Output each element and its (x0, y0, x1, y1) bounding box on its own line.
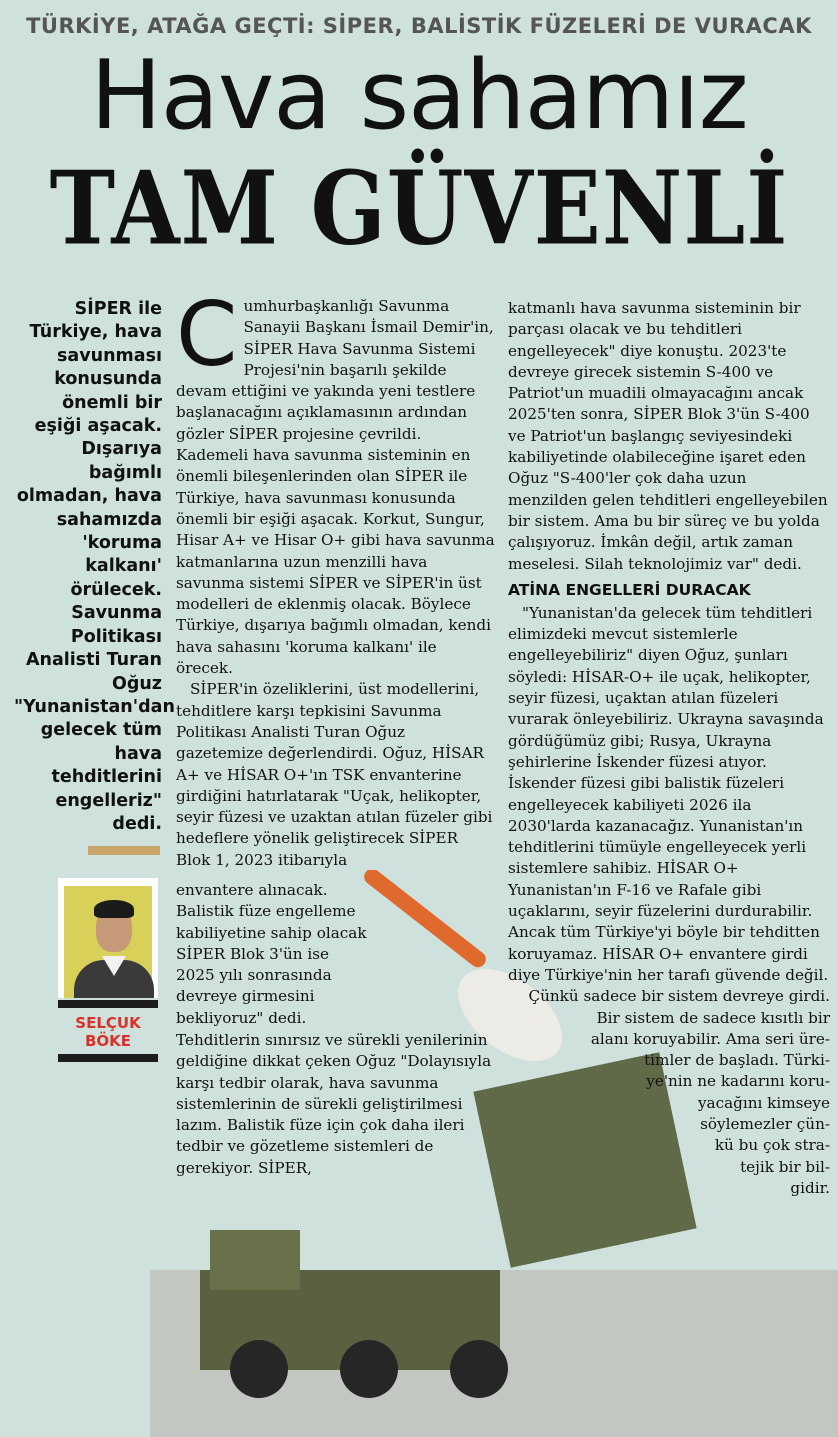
drop-cap: C (176, 283, 238, 386)
article-column-2 (508, 298, 830, 1199)
headline-line-1: Hava sahamız (90, 41, 748, 151)
author-hair (94, 900, 134, 918)
article-subhead: ATİNA ENGELLERİ DURACAK (508, 580, 751, 599)
photo-wheel (340, 1340, 398, 1398)
author-bar-top (58, 1000, 158, 1008)
author-photo-background (64, 886, 152, 998)
article-line: gidir. (790, 1178, 830, 1197)
article-paragraph-3: Tehditlerin sınırsız ve sürekli yenilerinin geldiğine dikkat çeken Oğuz "Dolayısıyla karşı tedbir olarak, hava savunma sistemlerinin de sürekli geliştirilmesi lazım. Balistik füze için çok daha ileri tedbir ve gözetleme sistemleri de gerekiyor. SİPER, (176, 1031, 492, 1177)
author-name: SELÇUK BÖKE (75, 1014, 141, 1050)
article-column-1-narrow (176, 880, 372, 1029)
article-line: yacağını kimseye (697, 1093, 830, 1112)
quote-rule (88, 846, 160, 855)
headline-line-2: TAM GÜVENLİ (49, 148, 789, 268)
photo-truck-cab (210, 1230, 300, 1290)
article-paragraph-6 (508, 986, 830, 1199)
article-line: tejik bir bil- (740, 1157, 830, 1176)
article-paragraph-4: katmanlı hava savunma sisteminin bir parçası olacak ve bu tehditleri engelleyecek" diye konuştu. 2023'te devreye girecek sistemin S-400 ve Patriot'un muadili olmayacağını ancak 2025'ten sonra, SİPER Blok 3'ün S-400 ve Patriot'un başlangıç seviyesindeki kabiliyetinde olabileceğine işaret eden Oğuz "S-400'ler çok daha uzun menzilden gelen tehditleri engelleyebilen bir sistem. Ama bu bir süreç ve bu yolda çalışıyoruz. İmkân değil, artık zaman meselesi. Silah teknolojimiz var" dedi. (508, 299, 828, 573)
article-paragraph-2-narrow: envantere alınacak. Balistik füze engelleme kabiliyetine sahip olacak SİPER Blok 3'ün ise 2025 yılı sonrasında devreye girmesini bekliyoruz" dedi. (176, 881, 367, 1027)
article-column-1 (176, 283, 496, 871)
article-line: söylemezler çün- (700, 1114, 830, 1133)
article-paragraph-5: "Yunanistan'da gelecek tüm tehditleri elimizdeki mevcut sistemlerle engelleyebiliriz" diyen Oğuz, şunları söyledi: HİSAR-O+ ile uçak, helikopter, seyir füzesi, uçaktan atılan füzeleri vurarak önleyebiliriz. Ukrayna savaşında gördüğümüz gibi; Rusya, Ukrayna şehirlerine İskender füzesi atıyor. İskender füzesi gibi balistik füzeleri engelleyecek kabiliyeti 2026 ila 2030'larda kazanacağız. Yunanistan'ın tehditlerini tümüyle engelleyecek yerli sistemlere sahibiz. HİSAR O+ Yunanistan'ın F-16 ve Rafale gibi uçaklarını, seyir füzelerini durdurabilir. Ancak tüm Türkiye'yi böyle bir tehditten koruyamaz. HİSAR O+ envantere girdi diye Türkiye'nin her tarafı güvende değil. (508, 603, 829, 984)
kicker-headline: TÜRKİYE, ATAĞA GEÇTİ: SİPER, BALİSTİK FÜZELERİ DE VURACAK (26, 14, 812, 38)
author-photo (58, 878, 158, 998)
photo-missile (361, 870, 489, 970)
author-bar-bottom (58, 1054, 158, 1062)
article-line: Bir sistem de sadece kısıtlı bir (596, 1008, 830, 1027)
article-line: timler de başladı. Türki- (644, 1051, 830, 1070)
article-line: kü bu çok stra- (714, 1136, 830, 1155)
article-paragraph-1: umhurbaşkanlığı Savunma Sanayii Başkanı İsmail Demir'in, SİPER Hava Savunma Sistemi Projesi'nin başarılı şekilde devam ettiğini ve yakında yeni testlere başlanacağını açıklamasının ardından gözler SİPER projesine çevrildi. Kademeli hava savunma sisteminin en önemli bileşenlerinden olan SİPER ile Türkiye, hava savunması konusunda önemli bir eşiği aşacak. Korkut, Sungur, Hisar A+ ve Hisar O+ gibi hava savunma katmanlarına uzun menzilli hava savunma sistemi SİPER ve SİPER'in üst modelleri de eklenmiş olacak. Böylece Türkiye, dışarıya bağımlı olmadan, kendi hava sahasını 'koruma kalkanı' ile örecek. (176, 297, 495, 678)
photo-wheel (230, 1340, 288, 1398)
article-column-1-tail (176, 1030, 496, 1179)
article-line: ye'nin ne kadarını koru- (646, 1072, 830, 1091)
article-line: alanı koruyabilir. Ama seri üre- (590, 1029, 830, 1048)
article-paragraph-2: SİPER'in özeliklerini, üst modellerini, tehditlere karşı tepkisini Savunma Politikası Analisti Turan Oğuz gazetemize değerlendirdi. Oğuz, HİSAR A+ ve HİSAR O+'ın TSK envanterine girdiğini hatırlatarak "Uçak, helikopter, seyir füzesi ve uzaktan atılan füzeler gibi hedeflere yönelik geliştirecek SİPER Blok 1, 2023 itibarıyla (176, 680, 493, 869)
side-quote: SİPER ile Türkiye, hava savunması konusunda önemli bir eşiği aşacak. Dışarıya bağımlı olmadan, hava sahamızda 'koruma kalkanı' örülecek. Savunma Politikası Analisti Turan Oğuz "Yunanistan'dan gelecek tüm hava tehditlerini engelleriz" dedi. (14, 299, 175, 834)
article-line: Çünkü sadece bir sistem devreye girdi. (528, 987, 830, 1006)
photo-wheel (450, 1340, 508, 1398)
